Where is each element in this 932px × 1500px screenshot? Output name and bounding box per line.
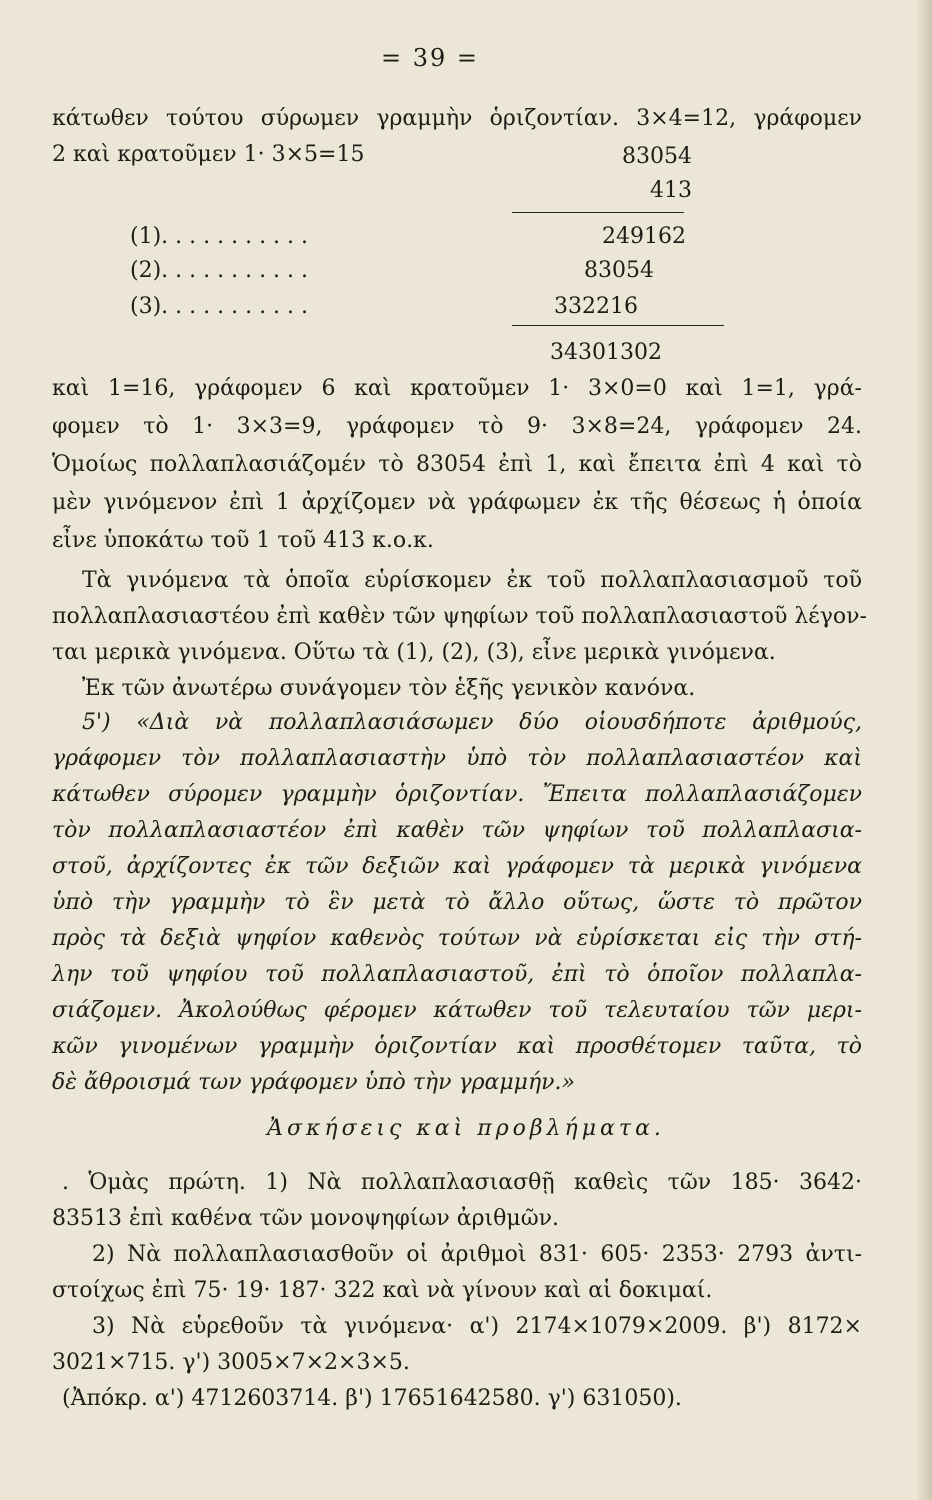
paragraph2-line-1: Τὰ γινόμενα τὰ ὁποῖα εὑρίσκομεν ἐκ τοῦ πολλαπλασιασμοῦ τοῦ: [82, 568, 862, 593]
multiplication-calculation: [52, 142, 692, 372]
exercise-line-5: 3) Νὰ εὑρεθοῦν τὰ γινόμενα· α') 2174×1079×2009. β') 8172×: [92, 1314, 862, 1339]
paragraph2-line-3: ται μερικὰ γινόμενα. Οὕτω τὰ (1), (2), (3), εἶνε μερικὰ γινόμενα.: [52, 640, 776, 665]
paragraph1-line-4: μὲν γινόμενον ἐπὶ 1 ἀρχίζομεν νὰ γράφωμεν ἐκ τῆς θέσεως ἡ ὁποία: [52, 490, 862, 515]
rule-line-6: ὑπὸ τὴν γραμμὴν τὸ ἓν μετὰ τὸ ἄλλο οὕτως, ὥστε τὸ πρῶτον: [52, 890, 862, 915]
paragraph1-line-3: Ὁμοίως πολλαπλασιάζομέν τὸ 83054 ἐπὶ 1, καὶ ἔπειτα ἐπὶ 4 καὶ τὸ: [52, 452, 862, 477]
exercise-line-2: 83513 ἐπὶ καθένα τῶν μονοψηφίων ἀριθμῶν.: [52, 1206, 560, 1231]
exercise-answers: (Ἀπόκρ. α') 4712603714. β') 17651642580. γ') 631050).: [62, 1386, 682, 1411]
paragraph1-line-5: εἶνε ὑποκάτω τοῦ 1 τοῦ 413 κ.ο.κ.: [52, 528, 434, 553]
partial-value-3: 332216: [554, 294, 638, 319]
partial-label-3: (3). . . . . . . . . . .: [130, 294, 309, 319]
multiplicand: 83054: [622, 144, 692, 169]
rule-line-5: στοῦ, ἀρχίζοντες ἐκ τῶν δεξιῶν καὶ γράφομεν τὰ μερικὰ γινόμενα: [52, 854, 862, 879]
rule-line-11: δὲ ἄθροισμά των γράφομεν ὑπὸ τὴν γραμμήν.»: [52, 1070, 575, 1095]
multiplier: 413: [650, 178, 692, 203]
rule-line-10: κῶν γινομένων γραμμὴν ὁριζοντίαν καὶ προσθέτομεν ταῦτα, τὸ: [52, 1034, 862, 1059]
exercise-line-6: 3021×715. γ') 3005×7×2×3×5.: [52, 1350, 410, 1375]
intro-line-1: κάτωθεν τούτου σύρωμεν γραμμὴν ὁριζοντίαν. 3×4=12, γράφομεν: [52, 106, 862, 131]
partial-value-1: 249162: [602, 224, 686, 249]
product-result: 34301302: [550, 340, 662, 365]
multiplier-rule: [512, 212, 684, 213]
paragraph2-line-4: Ἐκ τῶν ἀνωτέρω συνάγομεν τὸν ἑξῆς γενικὸν κανόνα.: [82, 676, 696, 701]
paragraph1-line-2: φομεν τὸ 1· 3×3=9, γράφομεν τὸ 9· 3×8=24, γράφομεν 24.: [52, 414, 862, 439]
sum-rule: [512, 325, 724, 326]
section-heading: Ἀσκήσεις καὶ προβλήματα.: [267, 1116, 665, 1141]
exercise-line-3: 2) Νὰ πολλαπλασιασθοῦν οἱ ἀριθμοὶ 831· 605· 2353· 2793 ἀντι-: [92, 1242, 862, 1267]
paragraph2-line-2: πολλαπλασιαστέου ἐπὶ καθὲν τῶν ψηφίων τοῦ πολλαπλασιαστοῦ λέγον-: [52, 604, 867, 629]
rule-line-1: 5') «Διὰ νὰ πολλαπλασιάσωμεν δύο οἱουσδήποτε ἀριθμούς,: [82, 710, 862, 735]
partial-label-1: (1). . . . . . . . . . .: [130, 224, 309, 249]
partial-value-2: 83054: [584, 258, 654, 283]
exercise-line-4: στοίχως ἐπὶ 75· 19· 187· 322 καὶ νὰ γίνουν καὶ αἱ δοκιμαί.: [52, 1278, 713, 1303]
rule-line-2: γράφομεν τὸν πολλαπλασιαστὴν ὑπὸ τὸν πολλαπλασιαστέον καὶ: [52, 746, 862, 771]
rule-line-4: τὸν πολλαπλασιαστέον ἐπὶ καθὲν τῶν ψηφίων τοῦ πολλαπλασια-: [52, 818, 862, 843]
rule-line-8: λην τοῦ ψηφίου τοῦ πολλαπλασιαστοῦ, ἐπὶ τὸ ὁποῖον πολλαπλα-: [52, 962, 862, 987]
page-number: = 39 =: [380, 44, 479, 72]
page-edge-shadow: [918, 0, 932, 1500]
rule-line-3: κάτωθεν σύρομεν γραμμὴν ὁριζοντίαν. Ἔπειτα πολλαπλασιάζομεν: [52, 782, 862, 807]
paragraph1-line-1: καὶ 1=16, γράφομεν 6 καὶ κρατοῦμεν 1· 3×0=0 καὶ 1=1, γρά-: [52, 376, 862, 401]
partial-label-2: (2). . . . . . . . . . .: [130, 258, 309, 283]
exercise-line-1: . Ὁμὰς πρώτη. 1) Νὰ πολλαπλασιασθῇ καθεὶς τῶν 185· 3642·: [62, 1170, 862, 1195]
intro-line-2: 2 καὶ κρατοῦμεν 1· 3×5=15: [52, 142, 365, 167]
rule-line-7: πρὸς τὰ δεξιὰ ψηφίον καθενὸς τούτων νὰ εὑρίσκεται εἰς τὴν στή-: [52, 926, 862, 951]
rule-line-9: σιάζομεν. Ἀκολούθως φέρομεν κάτωθεν τοῦ τελευταίου τῶν μερι-: [52, 998, 862, 1023]
